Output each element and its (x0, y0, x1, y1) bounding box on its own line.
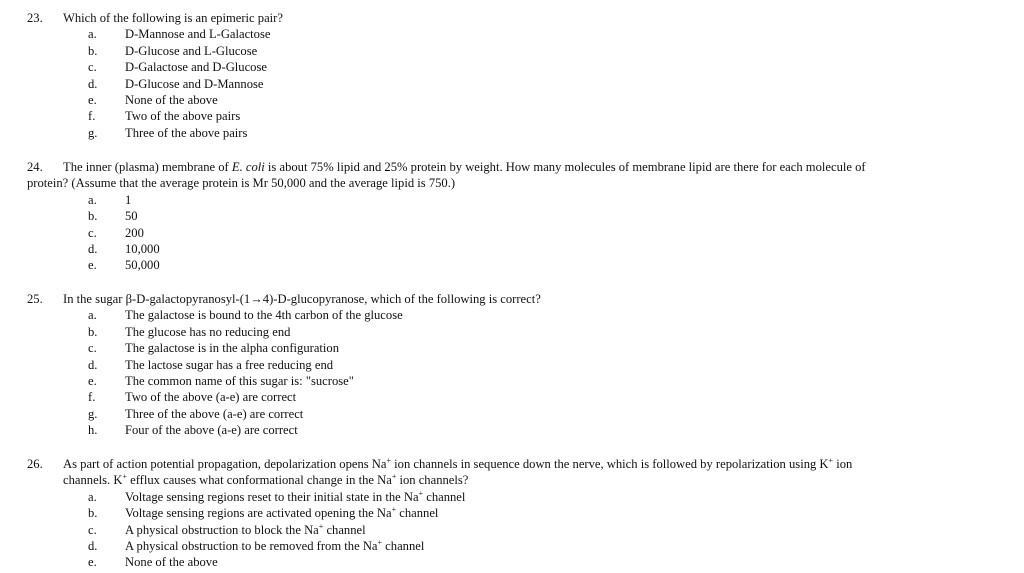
option-b[interactable] (0, 505, 1024, 521)
option-text: Four of the above (a-e) are correct (125, 423, 298, 438)
option-letter: d. (88, 76, 98, 91)
question-25 (0, 291, 1024, 439)
question-number: 25. (27, 292, 43, 306)
option-letter: g. (88, 125, 98, 140)
option-letter: e. (88, 92, 97, 107)
option-letter: e. (88, 258, 97, 273)
option-text: 50 (125, 209, 138, 224)
option-a[interactable] (0, 489, 1024, 505)
superscript-plus: + (418, 488, 424, 498)
option-d[interactable] (0, 357, 1024, 373)
option-c[interactable] (0, 225, 1024, 241)
stem-text: is about 75% lipid and 25% protein by weight. How many molecules of membrane lipid are there for each molecule of (264, 160, 866, 174)
option-text: 50,000 (125, 258, 160, 273)
question-stem-continuation (0, 472, 1024, 488)
option-a[interactable] (0, 26, 1024, 42)
question-stem (63, 456, 852, 472)
option-text (125, 489, 465, 505)
option-letter: a. (88, 308, 97, 323)
option-b[interactable] (0, 324, 1024, 340)
option-a[interactable] (0, 192, 1024, 208)
option-letter: h. (88, 423, 98, 438)
option-letter: b. (88, 324, 98, 339)
option-letter: c. (88, 225, 97, 240)
option-letter: a. (88, 489, 97, 504)
superscript-plus: + (122, 472, 127, 482)
option-letter: e. (88, 373, 97, 388)
option-text-part: A physical obstruction to be removed from the Na (125, 538, 378, 553)
question-stem-continuation (0, 175, 1024, 191)
question-number: 24. (27, 160, 43, 174)
option-letter: c. (88, 341, 97, 356)
option-text: Three of the above pairs (125, 125, 248, 140)
question-stem: In the sugar β-D-galactopyranosyl-(1→4)-D-glucopyranose, which of the following is correct? (63, 292, 541, 306)
question-number: 26. (27, 457, 43, 471)
option-letter: g. (88, 406, 98, 421)
option-d[interactable] (0, 538, 1024, 554)
option-letter: a. (88, 27, 97, 42)
option-h[interactable] (0, 422, 1024, 438)
option-text: The common name of this sugar is: "sucrose" (125, 373, 354, 388)
question-stem-line (0, 291, 1024, 307)
question-stem-line (0, 10, 1024, 26)
stem-text (63, 472, 468, 488)
option-letter: a. (88, 192, 97, 207)
option-d[interactable] (0, 76, 1024, 92)
option-letter: b. (88, 506, 98, 521)
option-e[interactable] (0, 373, 1024, 389)
stem-text: efflux causes what conformational change in the Na (126, 473, 392, 488)
option-text: The glucose has no reducing end (125, 324, 291, 339)
option-f[interactable] (0, 389, 1024, 405)
superscript-plus: + (318, 521, 324, 531)
option-letter: d. (88, 241, 98, 256)
option-b[interactable] (0, 43, 1024, 59)
option-g[interactable] (0, 125, 1024, 141)
option-f[interactable] (0, 108, 1024, 124)
option-d[interactable] (0, 241, 1024, 257)
option-b[interactable] (0, 208, 1024, 224)
option-text: None of the above (125, 555, 218, 570)
option-text: Two of the above pairs (125, 109, 241, 124)
option-letter: c. (88, 522, 97, 537)
option-text (125, 522, 366, 538)
option-text: The galactose is in the alpha configuration (125, 341, 340, 356)
option-text-part: Voltage sensing regions reset to their initial state in the Na (125, 489, 419, 504)
option-text: None of the above (125, 92, 218, 107)
option-text: 1 (125, 192, 132, 207)
option-letter: b. (88, 43, 98, 58)
option-text: 10,000 (125, 241, 160, 256)
stem-text: channels. K (63, 473, 123, 488)
superscript-plus: + (386, 456, 392, 465)
option-e[interactable] (0, 554, 1024, 570)
option-letter: f. (88, 109, 96, 124)
question-stem (63, 159, 866, 175)
question-stem-line (0, 456, 1024, 472)
option-c[interactable] (0, 522, 1024, 538)
option-e[interactable] (0, 92, 1024, 108)
stem-text: protein? (Assume that the average protein is Mr 50,000 and the average lipid is 750.) (27, 176, 456, 191)
option-text: D-Galactose and D-Glucose (125, 60, 267, 75)
option-text: Two of the above (a-e) are correct (125, 390, 297, 405)
stem-text: ion channels in sequence down the nerve, which is followed by repolarization using K (391, 457, 829, 471)
stem-organism: E. coli (231, 160, 265, 174)
option-text-part: channel (323, 522, 366, 537)
superscript-plus: + (391, 505, 397, 515)
question-24 (0, 159, 1024, 274)
stem-text: ion channels? (396, 473, 469, 488)
stem-text: As part of action potential propagation, depolarization opens Na (63, 457, 387, 471)
option-text (125, 505, 438, 521)
option-letter: f. (88, 390, 96, 405)
option-letter: e. (88, 555, 97, 570)
option-text: D-Glucose and D-Mannose (125, 76, 264, 91)
option-text-part: channel (423, 489, 466, 504)
option-c[interactable] (0, 59, 1024, 75)
stem-text: The inner (plasma) membrane of (63, 160, 232, 174)
option-text: The lactose sugar has a free reducing end (125, 357, 334, 372)
option-text: 200 (125, 225, 144, 240)
question-stem: Which of the following is an epimeric pair? (63, 11, 283, 25)
option-text: D-Glucose and L-Glucose (125, 43, 258, 58)
option-text-part: Voltage sensing regions are activated opening the Na (125, 506, 392, 521)
option-letter: c. (88, 60, 97, 75)
option-text (125, 538, 424, 554)
option-text: Three of the above (a-e) are correct (125, 406, 304, 421)
question-26 (0, 456, 1024, 571)
option-letter: b. (88, 209, 98, 224)
stem-text: ion (833, 457, 853, 471)
option-letter: d. (88, 357, 98, 372)
option-text-part: channel (396, 506, 439, 521)
option-g[interactable] (0, 406, 1024, 422)
question-number: 23. (27, 11, 43, 25)
question-23 (0, 10, 1024, 141)
option-c[interactable] (0, 340, 1024, 356)
question-stem-line (0, 159, 1024, 175)
superscript-plus: + (377, 537, 383, 547)
option-e[interactable] (0, 257, 1024, 273)
option-text-part: A physical obstruction to block the Na (125, 522, 319, 537)
option-letter: d. (88, 538, 98, 553)
option-text-part: channel (382, 538, 425, 553)
option-a[interactable] (0, 307, 1024, 323)
superscript-plus: + (391, 472, 397, 482)
option-text: D-Mannose and L-Galactose (125, 27, 271, 42)
superscript-plus: + (828, 456, 834, 465)
option-text: The galactose is bound to the 4th carbon of the glucose (125, 308, 403, 323)
